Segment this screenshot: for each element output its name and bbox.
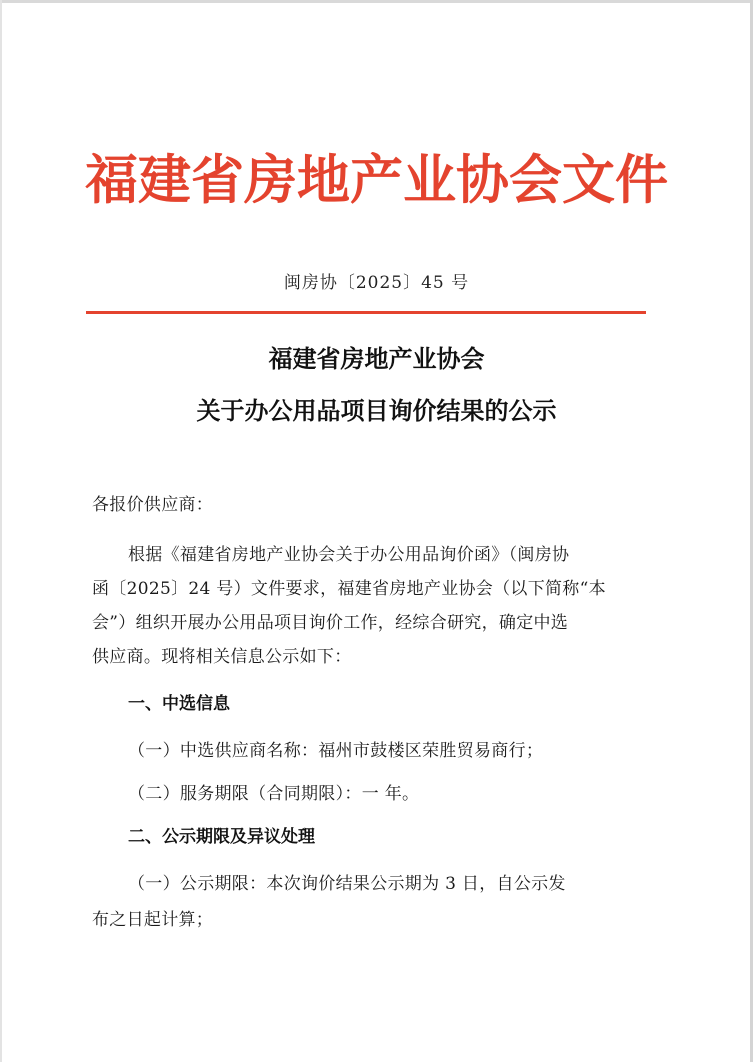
notice-title-line-2: 关于办公用品项目询价结果的公示	[196, 397, 557, 425]
intro-line-4: 供应商。现将相关信息公示如下：	[92, 647, 352, 667]
service-period-item: （二）服务期限（合同期限）：一 年。	[128, 784, 420, 804]
intro-line-1: 根据《福建省房地产业协会关于办公用品询价函》（闽房协	[128, 545, 570, 565]
intro-line-2: 函〔2025〕24 号）文件要求，福建省房地产业协会（以下简称“本	[92, 579, 606, 599]
selected-supplier-item: （一）中选供应商名称：福州市鼓楼区荣胜贸易商行；	[128, 741, 544, 761]
document-header-title: 福建省房地产业协会文件	[85, 150, 668, 211]
page-edge-top	[0, 0, 753, 3]
salutation: 各报价供应商：	[92, 495, 214, 515]
notice-title-line-1: 福建省房地产业协会	[268, 345, 485, 373]
section-heading-selection-info: 一、中选信息	[128, 694, 230, 714]
publicity-period-line-2: 布之日起计算；	[92, 910, 214, 930]
publicity-period-line-1: （一）公示期限：本次询价结果公示期为 3 日，自公示发	[128, 874, 566, 894]
intro-line-3: 会”）组织开展办公用品项目询价工作，经综合研究，确定中选	[92, 613, 569, 633]
red-divider-line	[86, 311, 646, 314]
section-heading-publicity-period: 二、公示期限及异议处理	[128, 827, 315, 847]
document-number: 闽房协〔2025〕45 号	[283, 273, 470, 293]
